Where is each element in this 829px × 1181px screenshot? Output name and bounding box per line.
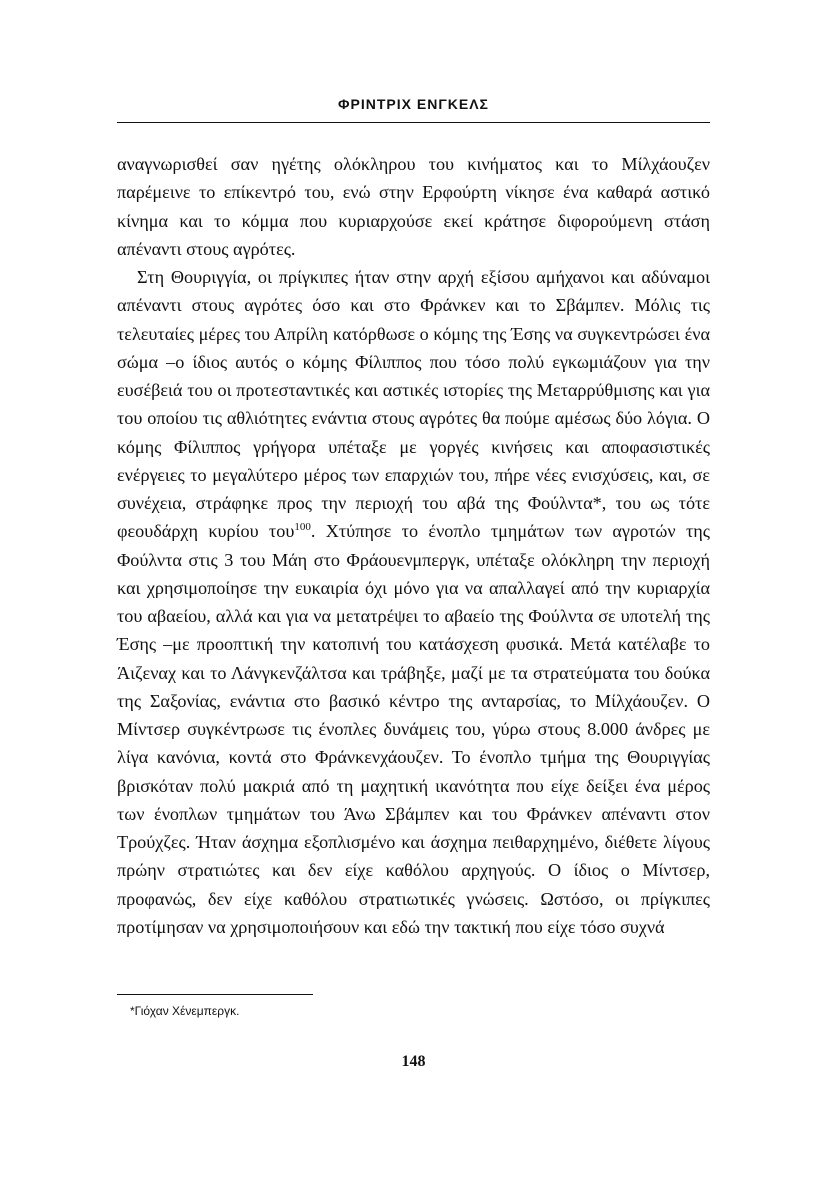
body-text bbox=[117, 150, 710, 941]
paragraph-2-text-after-ref: . Χτύπησε το ένοπλο τμημάτων των αγροτών της Φούλντα στις 3 του Μάη στο Φράουενμπεργκ, υπέταξε ολόκληρη την περιοχή και χρησιμοποίησε την ευκαιρία όχι μόνο για να απαλλαγεί από την κυριαρχία του αβαείου, αλλά και για να μετατρέψει το αβαείο της Φούλντα σε υποτελή της Έσης –με προοπτική την κατοπινή του κατάσχεση φυσικά. Μετά κατέλαβε το Άιζεναχ και το Λάνγκενζάλτσα και τράβηξε, μαζί με τα στρατεύματα του δούκα της Σαξονίας, ενάντια στο βασικό κέντρο της ανταρσίας, το Μίλχάουζεν. Ο Μίντσερ συγκέντρωσε τις ένοπλες δυνάμεις του, γύρω στους 8.000 άνδρες με λίγα κανόνια, κοντά στο Φράνκενχάουζεν. Το ένοπλο τμήμα της Θουριγγίας βρισκόταν πολύ μακριά από τη μαχητική ικανότητα που είχε δείξει ένα μέρος των ένοπλων τμημάτων του Άνω Σβάμπεν και του Φράνκεν απέναντι στον Τρούχζες. Ήταν άσχημα εξοπλισμένο και άσχημα πειθαρχημένο, διέθετε λίγους πρώην στρατιώτες και δεν είχε καθόλου αρχηγούς. Ο ίδιος ο Μίντσερ, προφανώς, δεν είχε καθόλου στρατιωτικές γνώσεις. Ωστόσο, οι πρίγκιπες προτίμησαν να χρησιμοποιήσουν και εδώ την τακτική που είχε τόσο συχνά bbox=[117, 521, 710, 937]
header-rule bbox=[117, 122, 710, 123]
footnote: *Γιόχαν Χένεμπεργκ. bbox=[130, 1004, 240, 1018]
page-number: 148 bbox=[401, 1053, 426, 1070]
paragraph-1: αναγνωρισθεί σαν ηγέτης ολόκληρου του κινήματος και το Μίλχάουζεν παρέμεινε το επίκεντρό του, ενώ στην Ερφούρτη νίκησε ένα καθαρά αστικό κίνημα και το κόμμα που κυριαρχούσε εκεί κράτησε διφορούμενη στάση απέναντι στους αγρότες. bbox=[117, 154, 710, 259]
paragraph-2 bbox=[117, 263, 710, 941]
paragraph-2-text-before-ref: Στη Θουριγγία, οι πρίγκιπες ήταν στην αρχή εξίσου αμήχανοι και αδύναμοι απέναντι στους αγρότες όσο και στο Φράνκεν και το Σβάμπεν. Μόλις τις τελευταίες μέρες του Απρίλη κατόρθωσε ο κόμης της Έσης να συγκεντρώσει ένα σώμα –ο ίδιος αυτός ο κόμης Φίλιππος που τόσο πολύ εγκωμιάζουν για την ευσέβειά του οι προτεσταντικές και αστικές ιστορίες της Μεταρρύθμισης και για του οποίου τις αθλιότητες ενάντια στους αγρότες θα πούμε αμέσως δύο λόγια. Ο κόμης Φίλιππος γρήγορα υπέταξε με γοργές κινήσεις και αποφασιστικές ενέργειες το μεγαλύτερο μέρος των επαρχιών του, πήρε νέες ενισχύσεις, και, σε συνέχεια, στράφηκε προς την περιοχή του αβά της Φούλντα*, του ως τότε φεουδάρχη κυρίου του bbox=[117, 267, 710, 542]
reference-marker: 100 bbox=[294, 521, 311, 534]
running-head: ΦΡΙΝΤΡΙΧ ΕΝΓΚΕΛΣ bbox=[338, 96, 489, 112]
footnote-rule bbox=[117, 994, 313, 995]
